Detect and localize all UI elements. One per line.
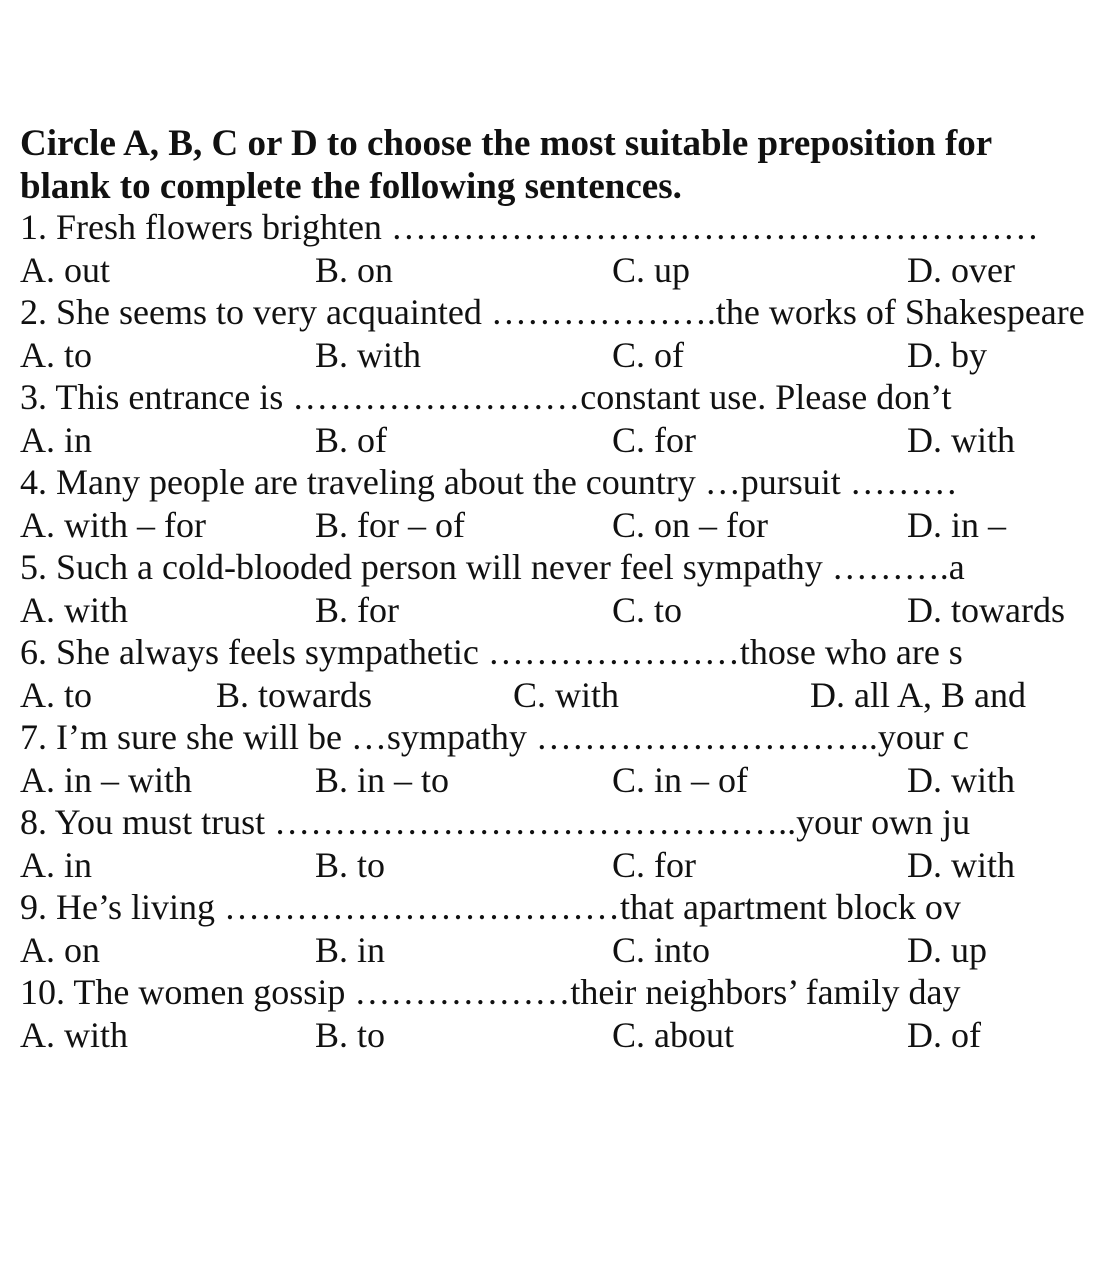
q10-option-a: A. with [20, 1015, 128, 1055]
question-9: 9. He’s living ……………………………that apartment block ov [20, 887, 961, 927]
instructions-line-1: Circle A, B, C or D to choose the most suitable preposition for [20, 123, 993, 164]
question-2: 2. She seems to very acquainted ……………….the works of Shakespeare [20, 292, 1085, 332]
q6-option-b: B. towards [216, 675, 372, 715]
q4-option-d: D. in – [907, 505, 1006, 545]
q5-option-b: B. for [315, 590, 399, 630]
q7-option-c: C. in – of [612, 760, 749, 800]
q6-option-d: D. all A, B and [810, 675, 1026, 715]
question-1: 1. Fresh flowers brighten ……………………………………………… [20, 207, 1039, 247]
question-8: 8. You must trust ……………………………………..your own ju [20, 802, 971, 842]
q10-option-c: C. about [612, 1015, 734, 1055]
question-7: 7. I’m sure she will be …sympathy ………………………..your c [20, 717, 969, 757]
q3-option-d: D. with [907, 420, 1015, 460]
question-6: 6. She always feels sympathetic …………………those who are s [20, 632, 963, 672]
q9-option-a: A. on [20, 930, 100, 970]
q2-option-a: A. to [20, 335, 92, 375]
q7-option-a: A. in – with [20, 760, 193, 800]
q4-option-b: B. for – of [315, 505, 465, 545]
q10-option-b: B. to [315, 1015, 386, 1055]
q8-option-c: C. for [612, 845, 696, 885]
q1-option-a: A. out [20, 250, 110, 290]
instructions [20, 122, 1120, 208]
q4-option-a: A. with – for [20, 505, 206, 545]
q5-option-d: D. towards [907, 590, 1065, 630]
q7-option-d: D. with [907, 760, 1015, 800]
q3-option-b: B. of [315, 420, 387, 460]
q5-option-a: A. with [20, 590, 128, 630]
q8-option-d: D. with [907, 845, 1015, 885]
q5-option-c: C. to [612, 590, 683, 630]
question-10: 10. The women gossip ………………their neighbors’ family day [20, 972, 961, 1012]
q2-option-c: C. of [612, 335, 684, 375]
q1-option-b: B. on [315, 250, 394, 290]
question-5: 5. Such a cold-blooded person will never feel sympathy ……….a [20, 547, 965, 587]
q2-option-b: B. with [315, 335, 422, 375]
q1-option-c: C. up [612, 250, 691, 290]
q8-option-b: B. to [315, 845, 386, 885]
q9-option-b: B. in [315, 930, 386, 970]
question-4: 4. Many people are traveling about the country …pursuit ……… [20, 462, 958, 502]
q10-option-d: D. of [907, 1015, 981, 1055]
q8-option-a: A. in [20, 845, 92, 885]
q3-option-c: C. for [612, 420, 696, 460]
q2-option-d: D. by [907, 335, 987, 375]
question-3: 3. This entrance is ……………………constant use. Please don’t [20, 377, 952, 417]
instructions-line-2: blank to complete the following sentences. [20, 166, 682, 207]
q9-option-d: D. up [907, 930, 987, 970]
q4-option-c: C. on – for [612, 505, 768, 545]
q3-option-a: A. in [20, 420, 92, 460]
q1-option-d: D. over [907, 250, 1015, 290]
q9-option-c: C. into [612, 930, 711, 970]
q6-option-c: C. with [513, 675, 620, 715]
q7-option-b: B. in – to [315, 760, 450, 800]
q6-option-a: A. to [20, 675, 92, 715]
